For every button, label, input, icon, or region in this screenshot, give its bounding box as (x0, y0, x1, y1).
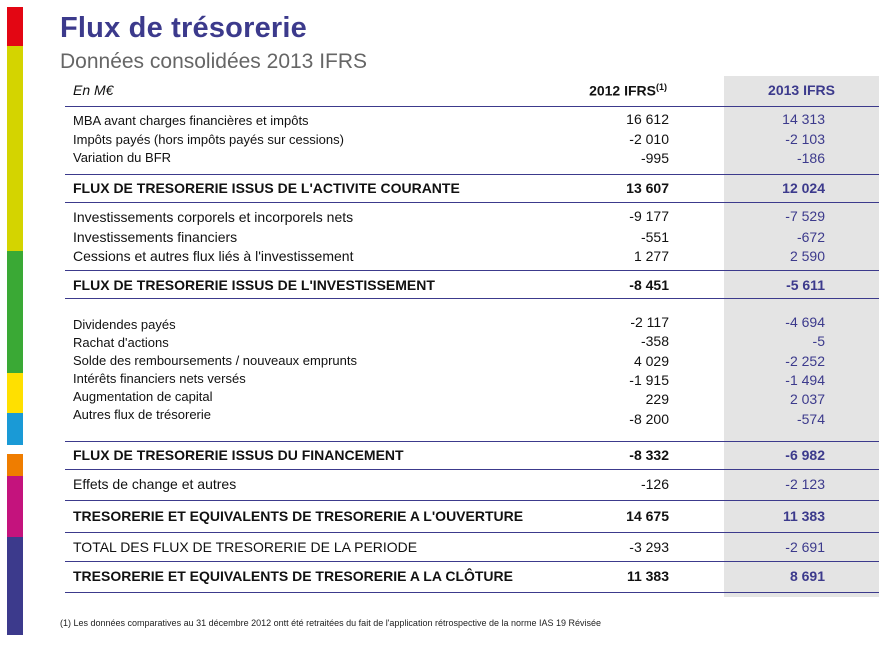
row-value-2012: -2 117 (630, 314, 669, 330)
row-label: TOTAL DES FLUX DE TRESORERIE DE LA PERIODE (73, 539, 418, 555)
subtotal-value-2012: -8 451 (629, 277, 669, 293)
row-value-2013: -2 252 (785, 353, 825, 369)
strip-yellow (7, 373, 23, 413)
row-value-2013: -4 694 (785, 314, 825, 330)
row-label: Variation du BFR (73, 150, 172, 165)
header-2013: 2013 IFRS (768, 82, 835, 98)
row-value-2013: -2 691 (785, 539, 825, 555)
row-label: Intérêts financiers nets versés (73, 371, 246, 386)
row-value-2012: -1 915 (629, 372, 669, 388)
header-unit: En M€ (73, 82, 114, 98)
subtotal-value-2013: 11 383 (782, 508, 825, 524)
strip-red (7, 7, 23, 46)
row-value-2012: -3 293 (629, 539, 669, 555)
separator (65, 500, 879, 501)
strip-blue (7, 413, 23, 445)
row-label: Solde des remboursements / nouveaux emprunts (73, 353, 357, 368)
header-2012-note: (1) (656, 82, 667, 92)
subtotal-label: FLUX DE TRESORERIE ISSUS DE L'INVESTISSEMENT (73, 277, 435, 293)
row-value-2013: -2 103 (785, 131, 825, 147)
strip-green (7, 251, 23, 373)
row-label: Rachat d'actions (73, 335, 169, 350)
row-value-2012: -8 200 (629, 411, 669, 427)
row-value-2013: -186 (796, 150, 825, 166)
row-label: Augmentation de capital (73, 389, 213, 404)
strip-purple (7, 537, 23, 635)
page-title: Flux de trésorerie (60, 12, 307, 44)
row-value-2013: -5 (812, 333, 825, 349)
subtotal-value-2012: -8 332 (629, 447, 669, 463)
row-value-2012: -2 010 (629, 131, 669, 147)
row-value-2013: 2 590 (789, 248, 825, 264)
strip-lime (7, 46, 23, 251)
header-2012-label: 2012 IFRS (589, 82, 656, 99)
row-value-2013: -1 494 (785, 372, 825, 388)
row-label: Effets de change et autres (73, 476, 237, 492)
row-label: Autres flux de trésorerie (73, 407, 212, 422)
row-value-2012: -9 177 (629, 208, 669, 224)
row-label: Impôts payés (hors impôts payés sur cessions) (73, 132, 344, 147)
header-2012 (589, 82, 667, 99)
row-label: Cessions et autres flux liés à l'investissement (73, 248, 354, 264)
separator (65, 106, 879, 107)
footnote: (1) Les données comparatives au 31 décembre 2012 ontt été retraitées du fait de l'application rétrospective de la norme IAS 19 Révisée (60, 618, 602, 628)
row-value-2012: 1 277 (633, 248, 669, 264)
row-value-2012: 16 612 (626, 111, 669, 127)
subtotal-value-2013: -5 611 (786, 277, 825, 293)
separator (65, 469, 879, 470)
row-label: Investissements financiers (73, 229, 238, 245)
row-value-2013: 14 313 (782, 111, 825, 127)
row-value-2013: 2 037 (789, 391, 825, 407)
subtotal-value-2013: 12 024 (782, 180, 825, 196)
total-label: TRESORERIE ET EQUIVALENTS DE TRESORERIE A LA CLÔTURE (73, 568, 513, 584)
row-label: MBA avant charges financières et impôts (73, 113, 309, 128)
row-value-2012: -358 (640, 333, 669, 349)
total-value-2013: 8 691 (789, 568, 825, 584)
separator (65, 561, 879, 562)
row-value-2012: -126 (640, 476, 669, 492)
row-value-2012: 229 (645, 391, 669, 407)
strip-orange (7, 454, 23, 476)
row-label: Dividendes payés (73, 317, 176, 332)
row-value-2012: -551 (640, 229, 669, 245)
subtotal-value-2012: 14 675 (626, 508, 669, 524)
separator (65, 441, 879, 442)
separator (65, 202, 879, 203)
subtotal-value-2013: -6 982 (785, 447, 825, 463)
strip-magenta (7, 476, 23, 537)
page-subtitle: Données consolidées 2013 IFRS (60, 50, 368, 73)
row-value-2012: 4 029 (633, 353, 669, 369)
subtotal-label: FLUX DE TRESORERIE ISSUS DU FINANCEMENT (73, 447, 404, 463)
strip-white-gap (7, 445, 23, 454)
separator (65, 270, 879, 271)
row-value-2013: -2 123 (785, 476, 825, 492)
separator (65, 174, 879, 175)
total-value-2012: 11 383 (626, 568, 669, 584)
subtotal-label: TRESORERIE ET EQUIVALENTS DE TRESORERIE A L'OUVERTURE (73, 508, 524, 524)
row-label: Investissements corporels et incorporels nets (73, 209, 354, 225)
subtotal-label: FLUX DE TRESORERIE ISSUS DE L'ACTIVITE COURANTE (73, 180, 460, 196)
subtotal-value-2012: 13 607 (626, 180, 669, 196)
row-value-2012: -995 (640, 150, 669, 166)
row-value-2013: -7 529 (785, 208, 825, 224)
separator (65, 532, 879, 533)
row-value-2013: -672 (796, 229, 825, 245)
separator (65, 592, 879, 593)
row-value-2013: -574 (796, 411, 825, 427)
separator (65, 298, 879, 299)
